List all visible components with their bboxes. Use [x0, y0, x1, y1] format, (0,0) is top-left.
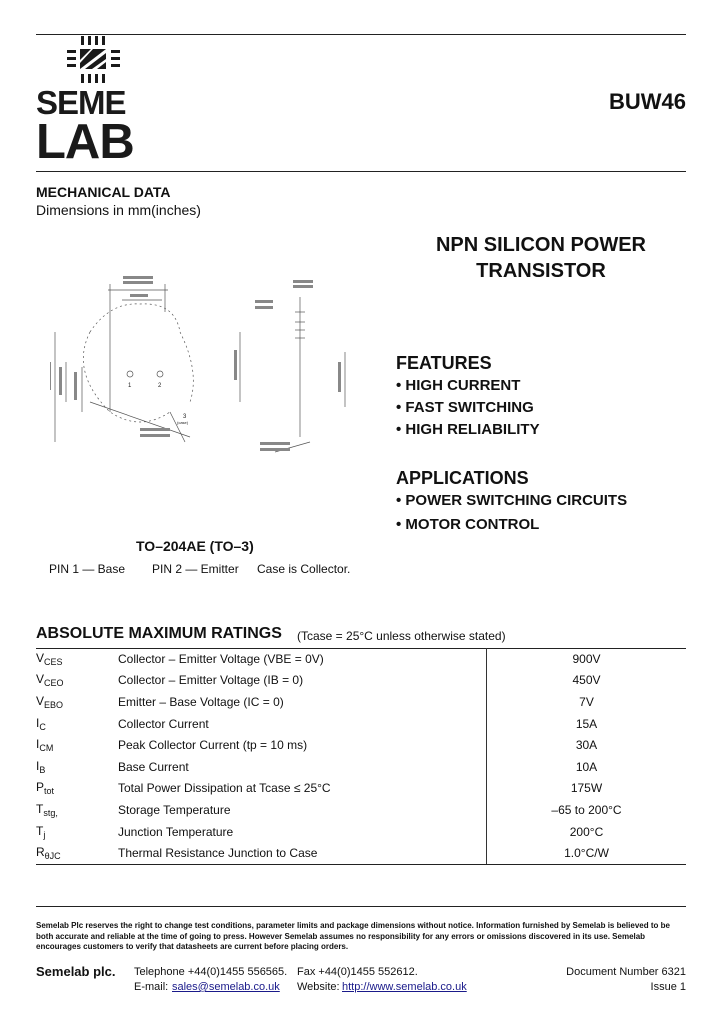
rating-row: [36, 670, 686, 692]
rating-symbol-main: P: [36, 780, 45, 795]
ratings-bottom-rule: [36, 864, 686, 865]
rating-row: [36, 713, 686, 735]
rating-value: 900V: [487, 648, 687, 670]
rating-symbol-subscript: CEO: [44, 678, 64, 689]
pin-3-label: 3: [183, 414, 187, 420]
product-title-line1: NPN SILICON POWER: [435, 234, 646, 256]
rating-value: 175W: [487, 778, 687, 800]
header-rule: [36, 171, 686, 172]
rating-symbol: [36, 756, 118, 778]
rating-symbol-main: R: [36, 845, 45, 860]
rating-symbol-main: T: [36, 801, 44, 816]
rating-description: Base Current: [118, 759, 189, 774]
pin-1-label: 1: [128, 383, 132, 389]
pin-2-label: 2: [158, 383, 162, 389]
logo-text-lab: LAB: [36, 115, 134, 169]
rating-symbol-subscript: B: [39, 764, 46, 775]
application-item: • MOTOR CONTROL: [396, 516, 540, 533]
rating-description: Junction Temperature: [118, 824, 234, 839]
rating-symbol: [36, 842, 118, 864]
rating-row: [36, 821, 686, 843]
rating-symbol-subscript: C: [39, 721, 46, 732]
package-drawing: [50, 272, 370, 477]
applications-heading: APPLICATIONS: [396, 468, 529, 488]
rating-symbol-main: I: [36, 715, 40, 730]
rating-symbol-main: V: [36, 672, 45, 687]
part-number: BUW46: [608, 89, 686, 114]
rating-description: Peak Collector Current (tp = 10 ms): [118, 738, 308, 753]
footer-email-label: E-mail:: [134, 981, 169, 993]
application-item: • POWER SWITCHING CIRCUITS: [396, 492, 628, 509]
rating-row: [36, 648, 686, 670]
rating-symbol-main: V: [36, 693, 45, 708]
rating-symbol: [36, 648, 118, 670]
product-title-line2: TRANSISTOR: [476, 260, 606, 282]
rating-symbol-subscript: CM: [39, 743, 54, 754]
rating-symbol-main: I: [36, 758, 40, 773]
rating-description: Emitter – Base Voltage (IC = 0): [118, 694, 284, 709]
rating-row: [36, 734, 686, 756]
footer-document-number: Document Number 6321: [566, 966, 686, 978]
feature-item: • HIGH CURRENT: [396, 377, 521, 394]
case-note-label: (case): [177, 420, 189, 425]
rating-symbol: [36, 799, 118, 821]
footer-email-link[interactable]: sales@semelab.co.uk: [172, 981, 280, 993]
rating-description: Collector – Emitter Voltage (IB = 0): [118, 673, 304, 688]
rating-value: –65 to 200°C: [487, 799, 687, 821]
ratings-note: (Tcase = 25°C unless otherwise stated): [297, 629, 506, 643]
rating-description: Thermal Resistance Junction to Case: [118, 846, 318, 861]
rating-symbol: [36, 821, 118, 843]
rating-row: [36, 691, 686, 713]
rating-value: 30A: [487, 734, 687, 756]
rating-symbol: [36, 778, 118, 800]
pin1-description: PIN 1 — Base: [49, 562, 126, 576]
rating-value: 200°C: [487, 821, 687, 843]
footer-rule: [36, 906, 686, 907]
rating-symbol-main: I: [36, 737, 40, 752]
disclaimer-text: Semelab Plc reserves the right to change test conditions, parameter limits and package dimensions without notice. Information furnished by Semelab is believed to be both accurate and reliable at the time of going to press. However Semelab assumes no responsibility for any errors or omissions discovered in its use. Semelab encourages customers to verify that datasheets are current before placing orders.: [36, 921, 670, 951]
rating-value: 7V: [487, 691, 687, 713]
rating-description: Total Power Dissipation at Tcase ≤ 25°C: [118, 781, 331, 796]
footer-company: Semelab plc.: [36, 964, 116, 979]
rating-symbol-subscript: EBO: [44, 699, 64, 710]
rating-value: 10A: [487, 756, 687, 778]
rating-row: [36, 842, 686, 864]
rating-row: [36, 778, 686, 800]
rating-description: Storage Temperature: [118, 802, 231, 817]
footer-website-link[interactable]: http://www.semelab.co.uk: [342, 981, 467, 993]
rating-symbol: [36, 670, 118, 692]
logo-text-seme: SEME: [36, 84, 126, 121]
rating-symbol: [36, 691, 118, 713]
rating-row: [36, 756, 686, 778]
rating-value: 450V: [487, 670, 687, 692]
rating-description: Collector – Emitter Voltage (VBE = 0V): [118, 651, 324, 666]
rating-row: [36, 799, 686, 821]
semelab-logo-icon: [67, 36, 127, 89]
rating-symbol: [36, 713, 118, 735]
case-description: Case is Collector.: [257, 562, 351, 576]
top-rule: [36, 34, 686, 35]
feature-item: • FAST SWITCHING: [396, 399, 534, 416]
rating-symbol-subscript: stg,: [43, 807, 58, 818]
mechanical-data-subtitle: Dimensions in mm(inches): [36, 202, 201, 218]
ratings-heading: ABSOLUTE MAXIMUM RATINGS: [36, 625, 282, 642]
package-name: TO–204AE (TO–3): [136, 538, 254, 554]
features-heading: FEATURES: [396, 353, 492, 373]
feature-item: • HIGH RELIABILITY: [396, 421, 540, 438]
footer-website-label: Website:: [297, 981, 340, 993]
rating-symbol-subscript: CES: [44, 656, 63, 667]
rating-value: 15A: [487, 713, 687, 735]
rating-symbol: [36, 734, 118, 756]
rating-symbol-subscript: θJC: [44, 851, 61, 862]
rating-symbol-subscript: j: [43, 829, 46, 840]
footer-fax: Fax +44(0)1455 552612.: [297, 966, 418, 978]
rating-symbol-subscript: tot: [44, 786, 55, 797]
footer-issue: Issue 1: [650, 981, 686, 993]
product-title: [396, 232, 686, 284]
rating-description: Collector Current: [118, 716, 209, 731]
rating-value: 1.0°C/W: [487, 842, 687, 864]
ratings-table: [36, 648, 686, 864]
rating-symbol-main: T: [36, 823, 44, 838]
pin2-description: PIN 2 — Emitter: [152, 562, 239, 576]
footer-telephone: Telephone +44(0)1455 556565.: [134, 966, 288, 978]
mechanical-data-title: MECHANICAL DATA: [36, 184, 171, 200]
rating-symbol-main: V: [36, 650, 45, 665]
